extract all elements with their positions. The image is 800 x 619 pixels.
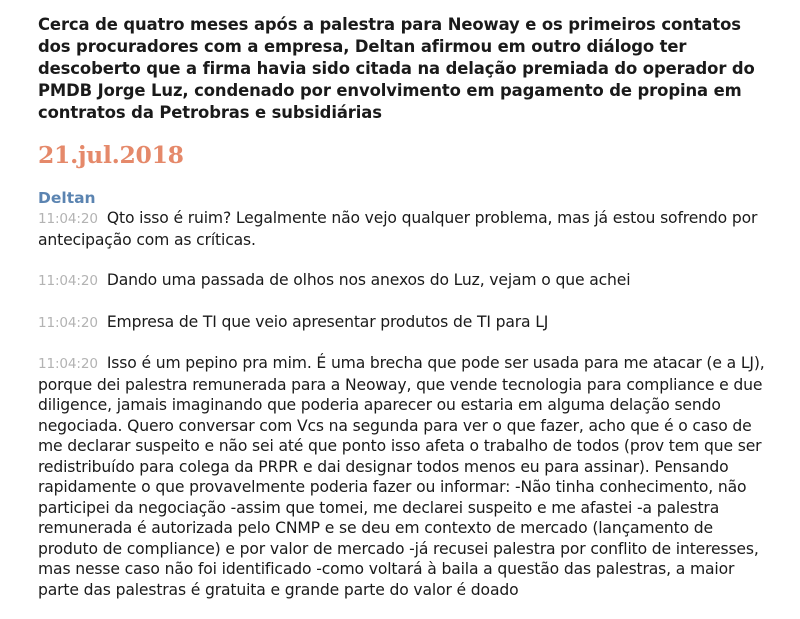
chat-message: [38, 312, 770, 334]
conversation-date: 21.jul.2018: [38, 141, 184, 169]
message-timestamp: 11:04:20: [38, 211, 98, 227]
message-timestamp: 11:04:20: [38, 273, 98, 289]
intro-paragraph: Cerca de quatro meses após a palestra para Neoway e os primeiros contatos dos procuradores com a empresa, Deltan afirmou em outro diálogo ter descoberto que a firma havia sido citada na delação premiada do operador do PMDB Jorge Luz, condenado por envolvimento em pagamento de propina em contratos da Petrobras e subsidiárias: [38, 15, 755, 122]
speaker-name: Deltan: [38, 189, 96, 207]
chat-message: [38, 353, 770, 600]
message-text: Qto isso é ruim? Legalmente não vejo qualquer problema, mas já estou sofrendo por antecipação com as críticas.: [38, 209, 758, 249]
message-text: Isso é um pepino pra mim. É uma brecha que pode ser usada para me atacar (e a LJ), porque dei palestra remunerada para a Neoway, que vende tecnologia para compliance e due diligence, jamais imaginando que poderia aparecer ou estaria em alguma delação sendo negociada. Quero conversar com Vcs na segunda para ver o que fazer, acho que é o caso de me declarar suspeito e não sei até que ponto isso afeta o trabalho de todos (prov tem que ser redistribuído para colega da PRPR e dai designar todos menos eu para assinar). Pensando rapidamente o que provavelmente poderia fazer ou informar: -Não tinha conhecimento, não participei da negociação -assim que tomei, me declarei suspeito e me afastei -a palestra remunerada é autorizada pelo CNMP e se deu em contexto de mercado (lançamento de produto de compliance) e por valor de mercado -já recusei palestra por conflito de interesses, mas nesse caso não foi identificado -como voltará à baila a questão das palestras, a maior parte das palestras é gratuita e grande parte do valor é doado: [38, 354, 765, 599]
message-timestamp: 11:04:20: [38, 356, 98, 372]
message-text: Empresa de TI que veio apresentar produtos de TI para LJ: [106, 312, 549, 331]
message-timestamp: 11:04:20: [38, 314, 98, 331]
chat-message: [38, 208, 770, 250]
message-text: Dando uma passada de olhos nos anexos do Luz, vejam o que achei: [106, 271, 631, 289]
chat-message: [38, 270, 770, 292]
